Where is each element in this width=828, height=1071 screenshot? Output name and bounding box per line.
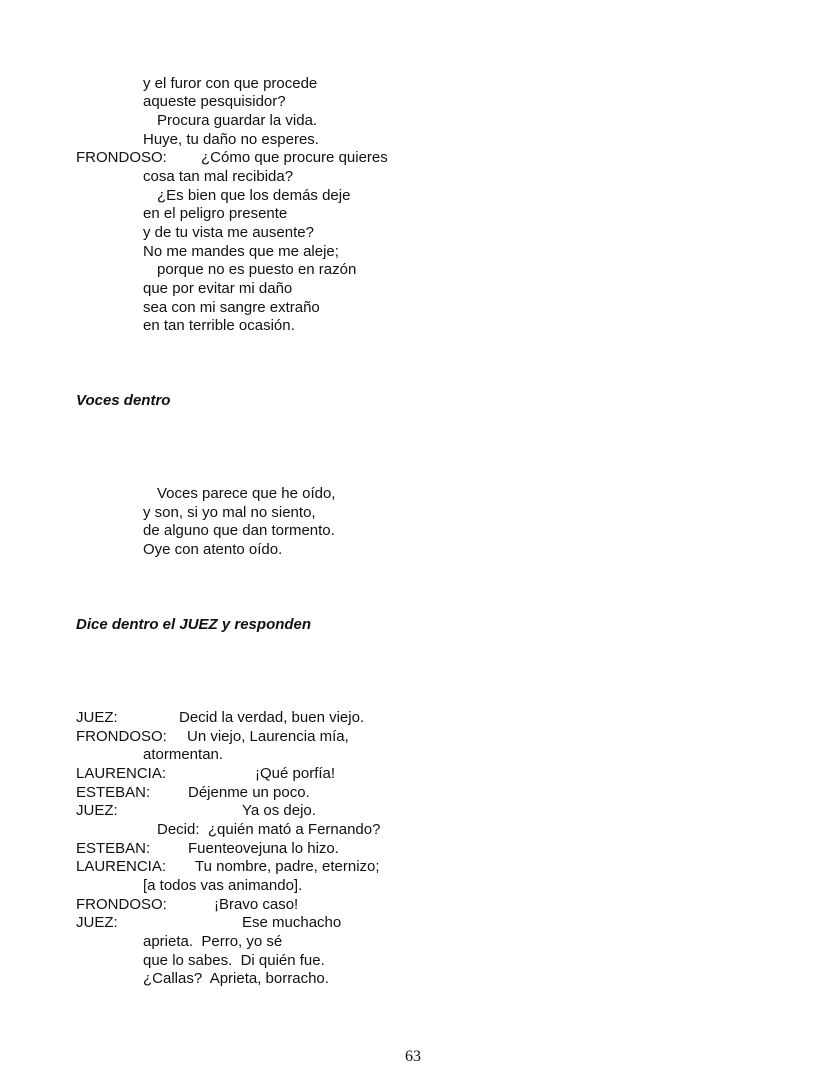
verse-line: sea con mi sangre extraño — [143, 299, 320, 316]
verse-line: aqueste pesquisidor? — [143, 93, 286, 110]
verse-line: y son, si yo mal no siento, — [143, 504, 316, 521]
speaker-name: JUEZ: — [76, 914, 118, 931]
verse-line: No me mandes que me aleje; — [143, 243, 339, 260]
verse-line: Un viejo, Laurencia mía, — [187, 728, 349, 745]
verse-line: de alguno que dan tormento. — [143, 522, 335, 539]
verse-line: en el peligro presente — [143, 205, 288, 222]
speaker-name: JUEZ: — [76, 802, 118, 819]
verse-line: que por evitar mi daño — [143, 280, 293, 297]
verse-line: Procura guardar la vida. — [157, 112, 318, 129]
speaker-name: ESTEBAN: — [76, 784, 151, 801]
verse-line: Tu nombre, padre, eternizo; — [195, 858, 380, 875]
verse-line: ¡Qué porfía! — [255, 765, 336, 782]
verse-line: Ese muchacho — [242, 914, 342, 931]
verse-line: ¿Callas? Aprieta, borracho. — [143, 970, 329, 987]
verse-line: y de tu vista me ausente? — [143, 224, 314, 241]
verse-line: que lo sabes. Di quién fue. — [143, 952, 325, 969]
verse-line: y el furor con que procede — [143, 75, 318, 92]
speaker-name: FRONDOSO: — [76, 896, 167, 913]
verse-line: porque no es puesto en razón — [157, 261, 357, 278]
verse-line: [a todos vas animando]. — [143, 877, 303, 894]
verse-line: Fuenteovejuna lo hizo. — [188, 840, 339, 857]
speaker-name: ESTEBAN: — [76, 840, 151, 857]
speaker-name: LAURENCIA: — [76, 765, 167, 782]
verse-line: Decid: ¿quién mató a Fernando? — [157, 821, 381, 838]
stage-direction: Dice dentro el JUEZ y responden — [76, 616, 312, 633]
verse-line: Déjenme un poco. — [188, 784, 310, 801]
verse-line: aprieta. Perro, yo sé — [143, 933, 283, 950]
verse-line: atormentan. — [143, 746, 224, 763]
verse-line: Voces parece que he oído, — [157, 485, 336, 502]
verse-line: Ya os dejo. — [242, 802, 316, 819]
verse-line: en tan terrible ocasión. — [143, 317, 295, 334]
speaker-name: FRONDOSO: — [76, 728, 167, 745]
stage-direction: Voces dentro — [76, 392, 171, 409]
page-number: 63 — [405, 1048, 421, 1065]
verse-line: cosa tan mal recibida? — [143, 168, 294, 185]
verse-line: ¿Cómo que procure quieres — [201, 149, 388, 166]
verse-line: ¡Bravo caso! — [214, 896, 299, 913]
verse-line: Decid la verdad, buen viejo. — [179, 709, 365, 726]
speaker-name: JUEZ: — [76, 709, 118, 726]
speaker-name: LAURENCIA: — [76, 858, 167, 875]
verse-line: Huye, tu daño no esperes. — [143, 131, 319, 148]
verse-line: Oye con atento oído. — [143, 541, 283, 558]
speaker-name: FRONDOSO: — [76, 149, 167, 166]
verse-line: ¿Es bien que los demás deje — [157, 187, 351, 204]
